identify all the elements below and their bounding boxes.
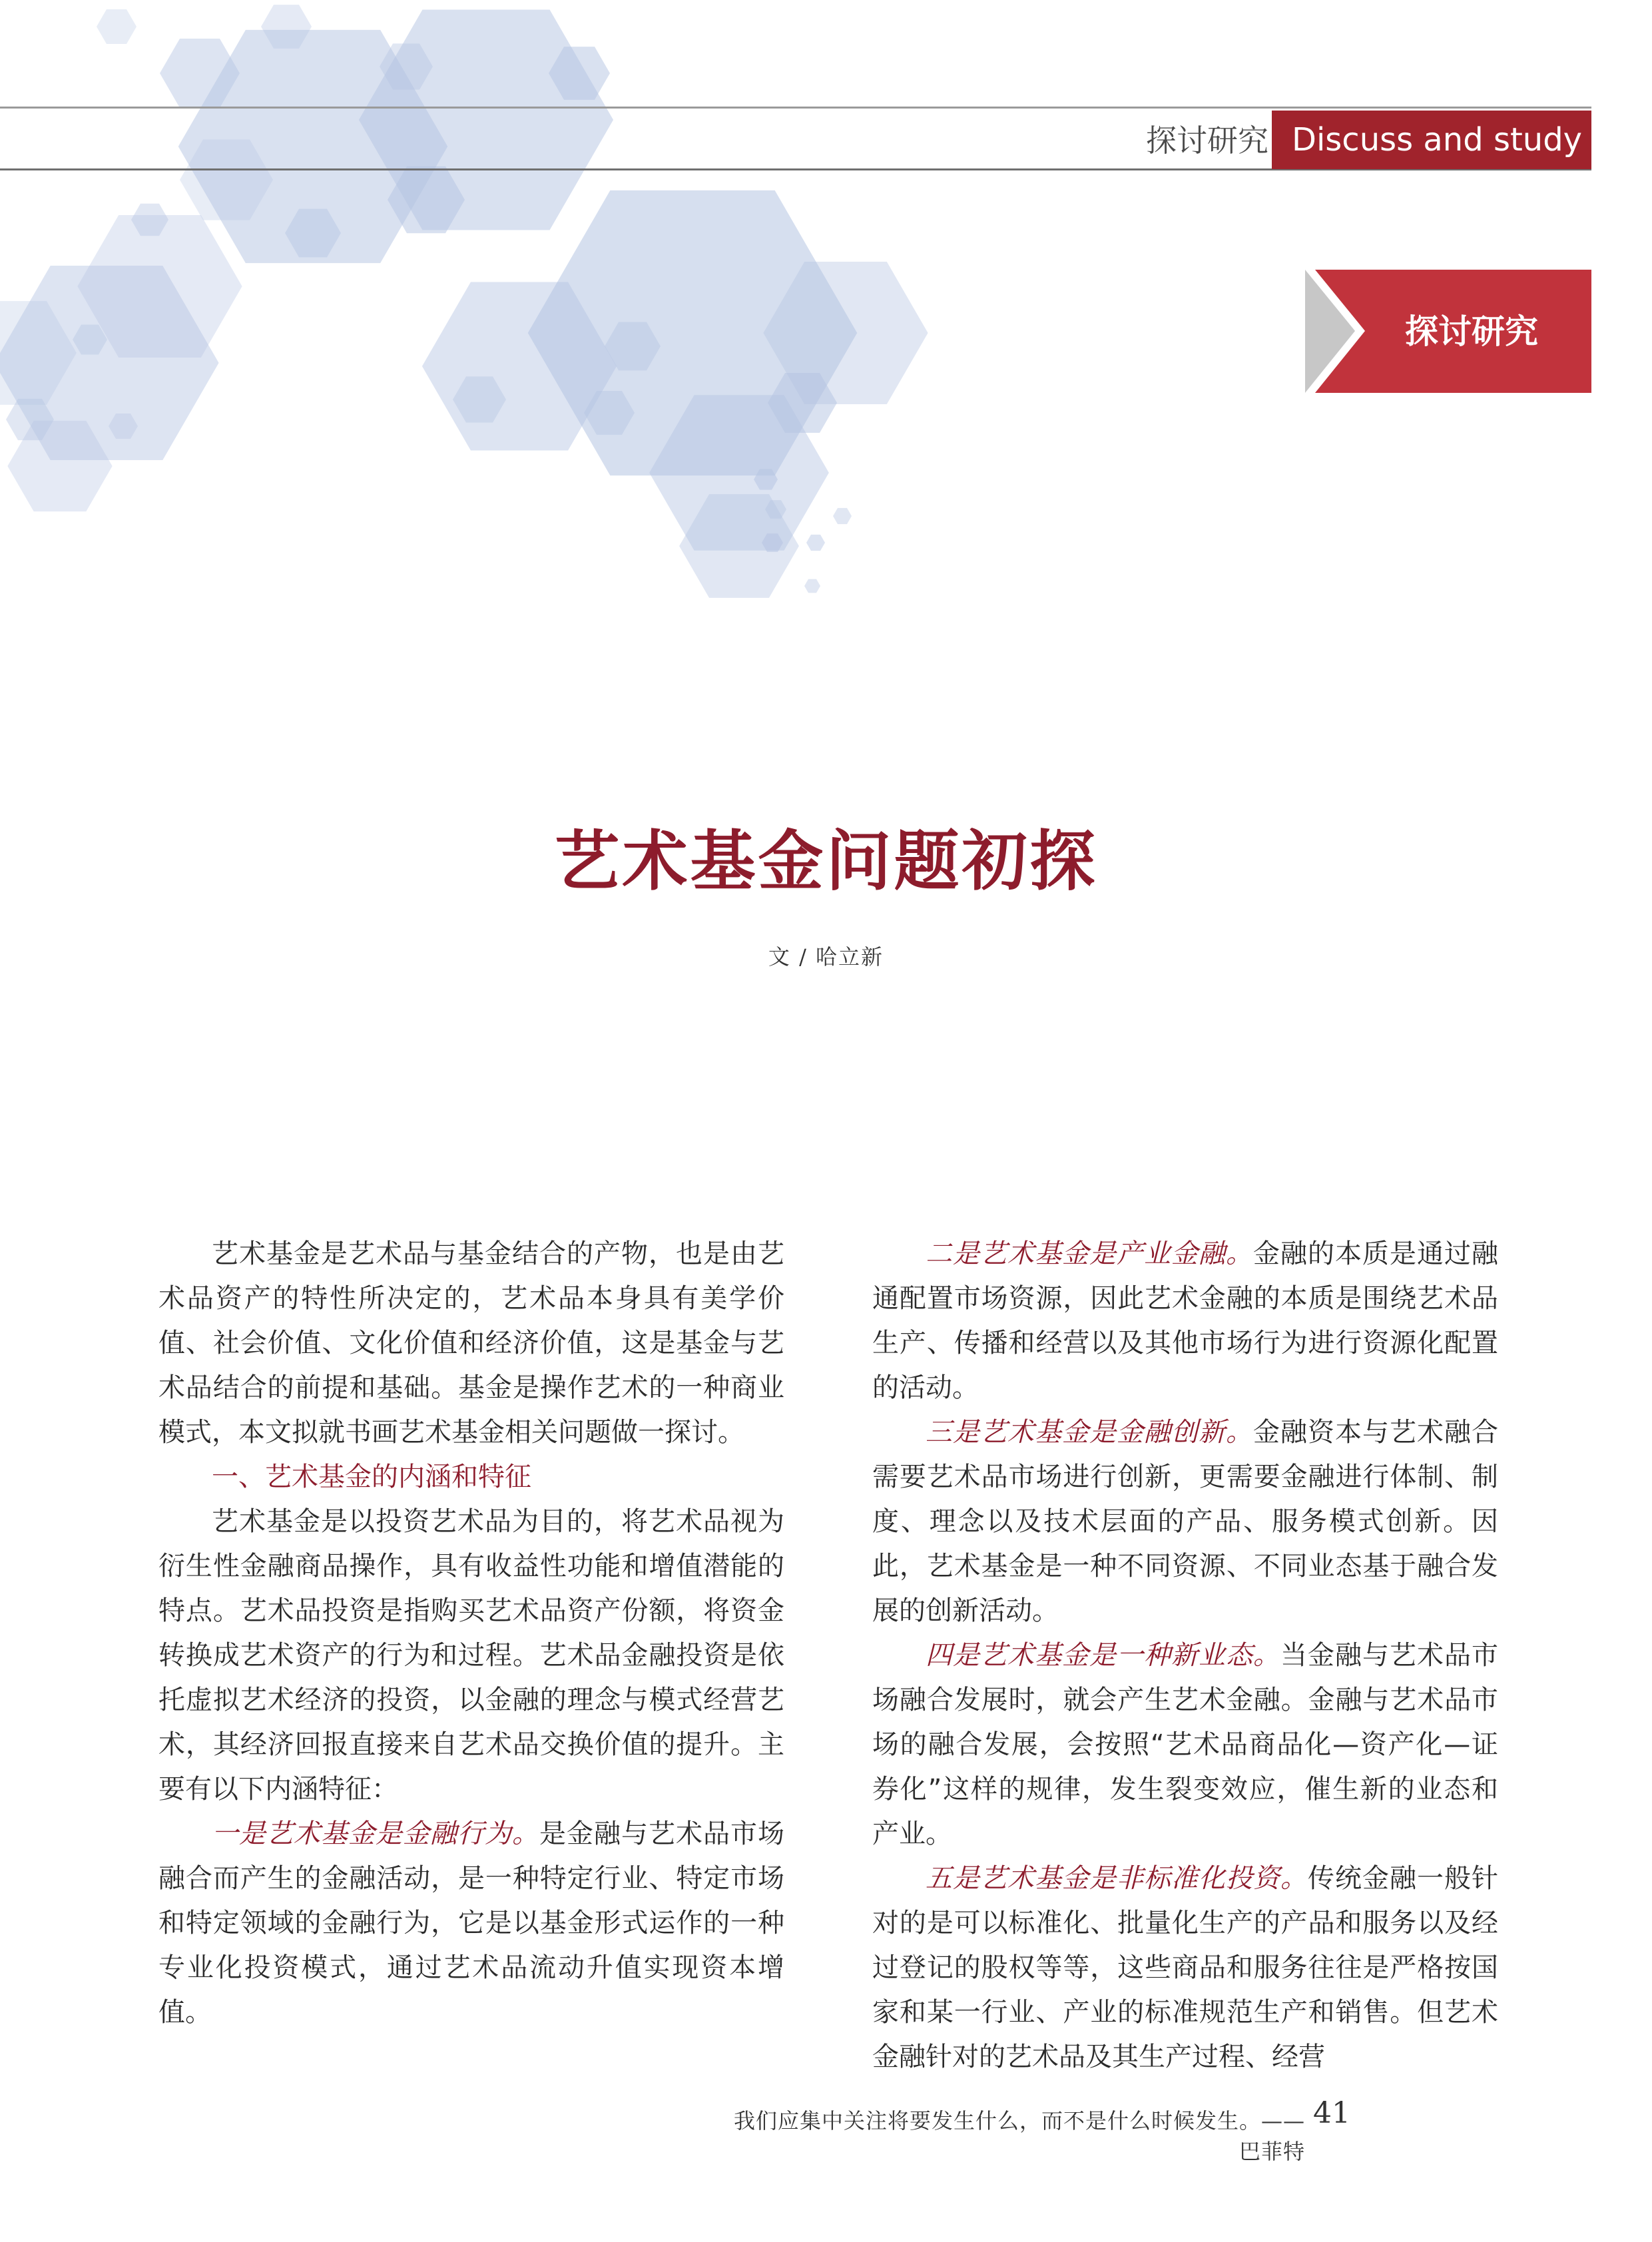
paragraph-lead: 一是艺术基金是金融行为。 <box>212 1819 539 1849</box>
left-column <box>158 1232 784 2035</box>
article-byline: 文 / 哈立新 <box>768 944 884 970</box>
section-tab-label: 探讨研究 <box>1405 312 1538 351</box>
paragraph-text: 传统金融一般针对的是可以标准化、批量化生产的产品和服务以及经过登记的股权等等，这些商品和服务往往是严格按国家和某一行业、产业的标准规范生产和销售。但艺术金融针对的艺术品及其生产过程、经营 <box>872 1863 1498 2072</box>
section-label-en: Discuss and study <box>1272 111 1591 169</box>
paragraph-lead: 四是艺术基金是一种新业态。 <box>926 1640 1280 1671</box>
paragraph-text: 金融资本与艺术融合需要艺术品市场进行创新，更需要金融进行体制、制度、理念以及技术层面的产品、服务模式创新。因此，艺术基金是一种不同资源、不同业态基于融合发展的创新活动。 <box>872 1417 1498 1626</box>
article-title: 艺术基金问题初探 <box>554 823 1098 900</box>
paragraph <box>872 1232 1498 1410</box>
paragraph <box>872 1410 1498 1633</box>
paragraph-lead: 二是艺术基金是产业金融。 <box>926 1239 1253 1269</box>
paragraph-lead: 五是艺术基金是非标准化投资。 <box>926 1863 1308 1894</box>
paragraph: 艺术基金是艺术品与基金结合的产物，也是由艺术品资产的特性所决定的，艺术品本身具有美学价值、社会价值、文化价值和经济价值，这是基金与艺术品结合的前提和基础。基金是操作艺术的一种商业模式，本文拟就书画艺术基金相关问题做一探讨。 <box>158 1239 784 1448</box>
paragraph-text: 是金融与艺术品市场融合而产生的金融活动，是一种特定行业、特定市场和特定领域的金融行为，它是以基金形式运作的一种专业化投资模式，通过艺术品流动升值实现资本增值。 <box>158 1819 784 2028</box>
paragraph <box>872 1856 1498 2080</box>
paragraph: 艺术基金是以投资艺术品为目的，将艺术品视为衍生性金融商品操作，具有收益性功能和增值潜能的特点。艺术品投资是指购买艺术品资产份额，将资金转换成艺术资产的行为和过程。艺术品金融投资是依托虚拟艺术经济的投资，以金融的理念与模式经营艺术，其经济回报直接来自艺术品交换价值的提升。主要有以下内涵特征： <box>158 1506 784 1805</box>
section-label-cn: 探讨研究 <box>1146 123 1268 158</box>
hexagon-pattern-decoration <box>0 0 932 639</box>
paragraph <box>158 1812 784 2035</box>
footer-quote: 我们应集中关注将要发生什么，而不是什么时候发生。——巴菲特 <box>733 2108 1305 2164</box>
paragraph-lead: 三是艺术基金是金融创新。 <box>926 1417 1253 1448</box>
paragraph-text: 当金融与艺术品市场融合发展时，就会产生艺术金融。金融与艺术品市场的融合发展，会按照“艺术品商品化—资产化—证券化”这样的规律，发生裂变效应，催生新的业态和产业。 <box>872 1640 1498 1849</box>
paragraph-text: 金融的本质是通过融通配置市场资源，因此艺术金融的本质是围绕艺术品生产、传播和经营以及其他市场行为进行资源化配置的活动。 <box>872 1239 1498 1403</box>
section-tab <box>1305 270 1591 393</box>
header-rule-top <box>0 107 1591 109</box>
section-heading: 一、艺术基金的内涵和特征 <box>212 1462 531 1492</box>
page-number: 41 <box>1313 2096 1350 2130</box>
paragraph <box>872 1633 1498 1856</box>
right-column <box>872 1232 1498 2080</box>
